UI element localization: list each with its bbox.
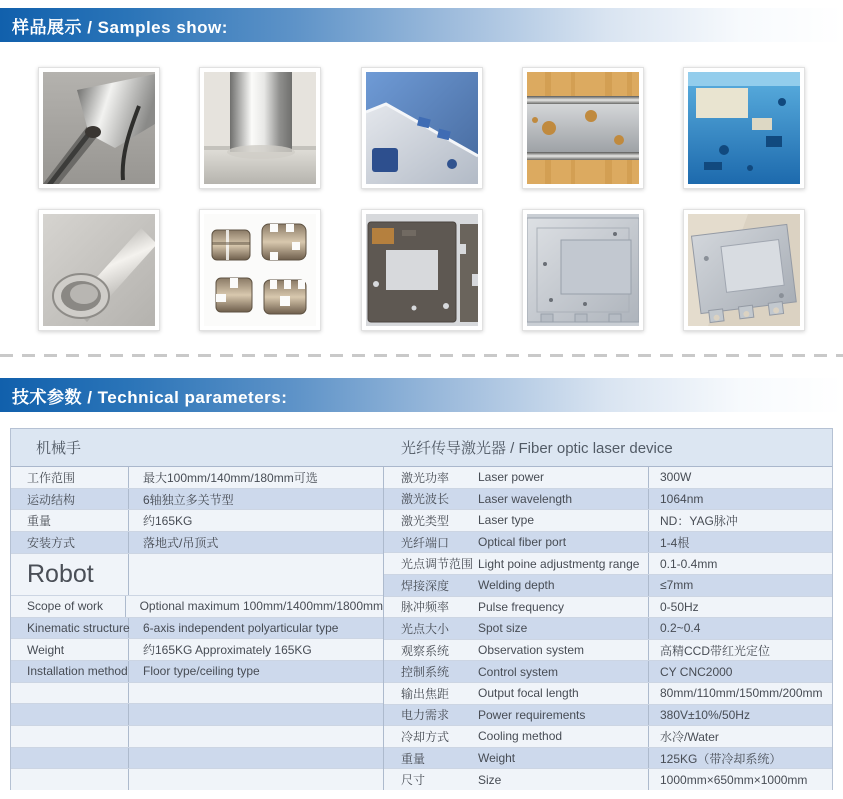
spec-label-cn-text: 激光功率: [401, 470, 450, 485]
spec-value-text: 380V±10%/50Hz: [660, 707, 750, 722]
spec-value-text: 0.1-0.4mm: [660, 556, 718, 571]
spec-label-cn: [384, 769, 478, 790]
table-row: [11, 532, 383, 554]
spec-value: [126, 596, 383, 617]
spec-value-text: 1000mm×650mm×1000mm: [660, 772, 808, 787]
empty-row: [11, 726, 383, 748]
empty-row: [11, 748, 383, 770]
metal-chassis-image: [527, 214, 639, 326]
spec-label-cn-text: 脉冲频率: [401, 600, 450, 615]
empty-cell: [11, 769, 129, 790]
spec-label-en-text: Welding depth: [478, 578, 555, 593]
spec-label-cn-text: 激光波长: [401, 492, 450, 507]
spec-label: [11, 639, 129, 660]
spec-label-text: Scope of work: [27, 599, 104, 614]
table-row: [11, 467, 383, 489]
spec-label-en: [478, 683, 648, 704]
spec-value-text: 300W: [660, 470, 692, 485]
dashed-divider: [0, 354, 843, 357]
spec-value-text: 约165KG: [143, 514, 193, 529]
spec-label-cn: [384, 510, 478, 531]
spec-value-text: ND：YAG脉冲: [660, 513, 738, 528]
spec-label-cn-text: 电力需求: [401, 708, 450, 723]
spec-label-cn-text: 冷却方式: [401, 729, 450, 744]
spec-label-en-text: Spot size: [478, 621, 528, 636]
empty-cell: [11, 748, 129, 769]
spec-value: [648, 510, 832, 531]
spec-value: [648, 467, 832, 488]
spec-value-text: 80mm/110mm/150mm/200mm: [660, 686, 823, 701]
samples-banner: [0, 8, 843, 42]
table-row: [384, 748, 832, 770]
spec-label-cn-text: 光点大小: [401, 621, 450, 636]
spec-label-en-text: Pulse frequency: [478, 599, 565, 614]
spec-label-cn-text: 输出焦距: [401, 686, 450, 701]
empty-cell: [11, 704, 129, 725]
spec-value: [648, 618, 832, 639]
spec-label: [11, 661, 129, 682]
spec-label-cn-text: 重量: [401, 751, 426, 766]
spec-value: [648, 661, 832, 682]
spec-label-text: Installation method: [27, 664, 128, 679]
spec-label: [11, 467, 129, 488]
spec-label-en: [478, 467, 648, 488]
spec-value: [648, 683, 832, 704]
table-row: [384, 640, 832, 662]
spec-label-en-text: Optical fiber port: [478, 535, 567, 550]
spec-value: [648, 705, 832, 726]
table-row: [384, 726, 832, 748]
spec-label-en: [478, 510, 648, 531]
spec-value: [648, 553, 832, 574]
spec-value-text: 约165KG Approximately 165KG: [143, 643, 312, 658]
spec-value-text: ≤7mm: [660, 578, 694, 593]
spec-label-text: 重量: [27, 514, 52, 529]
spec-label: [11, 489, 129, 510]
spec-value: [129, 618, 383, 639]
table-row: [11, 510, 383, 532]
samples-row-2: [38, 209, 805, 331]
empty-row: [11, 683, 383, 705]
slide-rail-image: [527, 72, 639, 184]
spec-label-text: Kinematic structure: [27, 621, 130, 636]
spec-label-cn: [384, 575, 478, 596]
sample-image-blue-enclosure: [683, 67, 805, 189]
sample-image-tube-elbow: [38, 209, 160, 331]
spec-value-text: 落地式/吊顶式: [143, 535, 219, 550]
empty-cell: [129, 704, 383, 725]
spec-label-text: 运动结构: [27, 492, 76, 507]
spec-label-text: Weight: [27, 642, 65, 657]
spec-label-en: [478, 726, 648, 747]
spec-value-text: CY CNC2000: [660, 664, 733, 679]
table-row: [384, 618, 832, 640]
robot-title-cell: [11, 554, 129, 595]
spec-value: [648, 532, 832, 553]
spec-label-en-text: Cooling method: [478, 729, 563, 744]
spec-value: [129, 489, 383, 510]
robot-title-row: [11, 554, 383, 596]
spec-label-text: 安装方式: [27, 535, 76, 550]
metal-sleeves-image: [204, 214, 316, 326]
spec-value-text: 1064nm: [660, 491, 704, 506]
spec-label-en-text: Size: [478, 772, 502, 787]
spec-label-cn: [384, 553, 478, 574]
empty-row: [11, 704, 383, 726]
spec-label-en: [478, 597, 648, 618]
parameters-table: [10, 428, 833, 790]
spec-label-en-text: Laser power: [478, 470, 545, 485]
spec-label-en-text: Control system: [478, 664, 559, 679]
table-row: [384, 597, 832, 619]
empty-row: [11, 769, 383, 790]
table-row: [11, 639, 383, 661]
spec-label-cn-text: 观察系统: [401, 643, 450, 658]
laser-table-header: 光纤传导激光器 / Fiber optic laser device: [401, 440, 673, 457]
table-row: [384, 489, 832, 511]
spec-value-text: Floor type/ceiling type: [143, 664, 260, 679]
tube-elbow-image: [43, 214, 155, 326]
spec-label-en-text: Light poine adjustmentg range: [478, 556, 640, 571]
spec-value: [648, 640, 832, 661]
spec-value-text: 6-axis independent polyarticular type: [143, 621, 339, 636]
stamped-bracket-image: [688, 214, 800, 326]
spec-value: [648, 748, 832, 769]
spec-label-en: [478, 575, 648, 596]
spec-label: [11, 532, 129, 553]
spec-label-en: [478, 769, 648, 790]
device-midframe-image: [366, 214, 478, 326]
steel-cone-shaft-image: [43, 72, 155, 184]
table-row: [384, 705, 832, 727]
sample-image-metal-sleeves: [199, 209, 321, 331]
spec-label-cn-text: 控制系统: [401, 665, 450, 680]
spec-value: [648, 575, 832, 596]
spec-label-en: [478, 553, 648, 574]
spec-label-cn: [384, 467, 478, 488]
sample-image-metal-chassis: [522, 209, 644, 331]
spec-label-en-text: Weight: [478, 751, 516, 766]
spec-value-text: 0-50Hz: [660, 599, 699, 614]
empty-cell: [11, 683, 129, 704]
sample-image-stamped-bracket: [683, 209, 805, 331]
spec-label-cn: [384, 618, 478, 639]
spec-value: [129, 639, 383, 660]
blue-enclosure-image: [688, 72, 800, 184]
sample-image-device-midframe: [361, 209, 483, 331]
sheet-metal-panel-image: [366, 72, 478, 184]
sample-image-steel-cone-shaft: [38, 67, 160, 189]
spec-label: [11, 510, 129, 531]
robot-table-header: 机械手: [36, 440, 82, 457]
table-row: [384, 532, 832, 554]
empty-cell: [129, 769, 383, 790]
sample-image-steel-cylinder-base: [199, 67, 321, 189]
sample-image-slide-rail: [522, 67, 644, 189]
table-row: [11, 661, 383, 683]
spec-value: [648, 597, 832, 618]
spec-label-en-text: Laser type: [478, 513, 535, 528]
parameters-banner-title: 技术参数 / Technical parameters:: [12, 387, 288, 407]
spec-label-cn: [384, 532, 478, 553]
steel-cylinder-base-image: [204, 72, 316, 184]
spec-label-en: [478, 618, 648, 639]
spec-label-text: 工作范围: [27, 470, 76, 485]
spec-label-en: [478, 489, 648, 510]
robot-table: [11, 467, 384, 790]
spec-label-en-text: Power requirements: [478, 707, 586, 722]
spec-label-cn-text: 光点调节范围: [401, 557, 474, 572]
robot-title: Robot: [27, 559, 94, 588]
spec-value-text: 高精CCD带红光定位: [660, 643, 770, 658]
empty-cell: [129, 554, 383, 595]
spec-label-cn: [384, 661, 478, 682]
spec-value: [129, 467, 383, 488]
spec-value-text: 6轴独立多关节型: [143, 492, 234, 507]
spec-label: [11, 596, 126, 617]
spec-label-cn: [384, 640, 478, 661]
spec-label-en: [478, 661, 648, 682]
sample-image-sheet-metal-panel: [361, 67, 483, 189]
spec-label-en: [478, 640, 648, 661]
spec-value: [648, 769, 832, 790]
spec-label-cn: [384, 748, 478, 769]
spec-value: [129, 510, 383, 531]
spec-value: [129, 661, 383, 682]
table-row: [384, 661, 832, 683]
spec-label-cn-text: 尺寸: [401, 773, 426, 788]
empty-cell: [129, 726, 383, 747]
table-row: [384, 510, 832, 532]
spec-value-text: 最大100mm/140mm/180mm可选: [143, 470, 318, 485]
table-header-row: [11, 429, 832, 467]
spec-value: [648, 726, 832, 747]
spec-label-cn-text: 光纤端口: [401, 535, 450, 550]
spec-value: [648, 489, 832, 510]
table-row: [384, 553, 832, 575]
table-row: [11, 618, 383, 640]
spec-label-en-text: Laser wavelength: [478, 491, 573, 506]
spec-value-text: 1-4根: [660, 535, 690, 550]
table-row: [11, 596, 383, 618]
samples-row-1: [38, 67, 805, 189]
laser-table: [384, 467, 832, 790]
spec-label: [11, 618, 129, 639]
table-body: [11, 467, 832, 790]
spec-label-cn: [384, 726, 478, 747]
table-row: [384, 575, 832, 597]
empty-cell: [11, 726, 129, 747]
spec-label-cn: [384, 597, 478, 618]
spec-value: [129, 532, 383, 553]
spec-label-en-text: Observation system: [478, 643, 585, 658]
empty-cell: [129, 748, 383, 769]
table-row: [384, 467, 832, 489]
spec-label-cn: [384, 489, 478, 510]
empty-cell: [129, 683, 383, 704]
samples-banner-title: 样品展示 / Samples show:: [12, 17, 228, 37]
spec-value-text: 0.2~0.4: [660, 621, 701, 636]
spec-label-en: [478, 532, 648, 553]
spec-value-text: 水冷/Water: [660, 729, 719, 744]
table-row: [384, 769, 832, 790]
spec-label-en-text: Output focal length: [478, 686, 579, 701]
spec-label-en: [478, 705, 648, 726]
spec-value-text: 125KG（带冷却系统）: [660, 751, 782, 766]
table-row: [11, 489, 383, 511]
spec-value-text: Optional maximum 100mm/1400mm/1800mm: [139, 599, 383, 614]
spec-label-cn: [384, 683, 478, 704]
spec-label-cn-text: 焊接深度: [401, 578, 450, 593]
spec-label-cn: [384, 705, 478, 726]
table-row: [384, 683, 832, 705]
spec-label-cn-text: 激光类型: [401, 513, 450, 528]
parameters-banner: [0, 378, 843, 412]
spec-label-en: [478, 748, 648, 769]
